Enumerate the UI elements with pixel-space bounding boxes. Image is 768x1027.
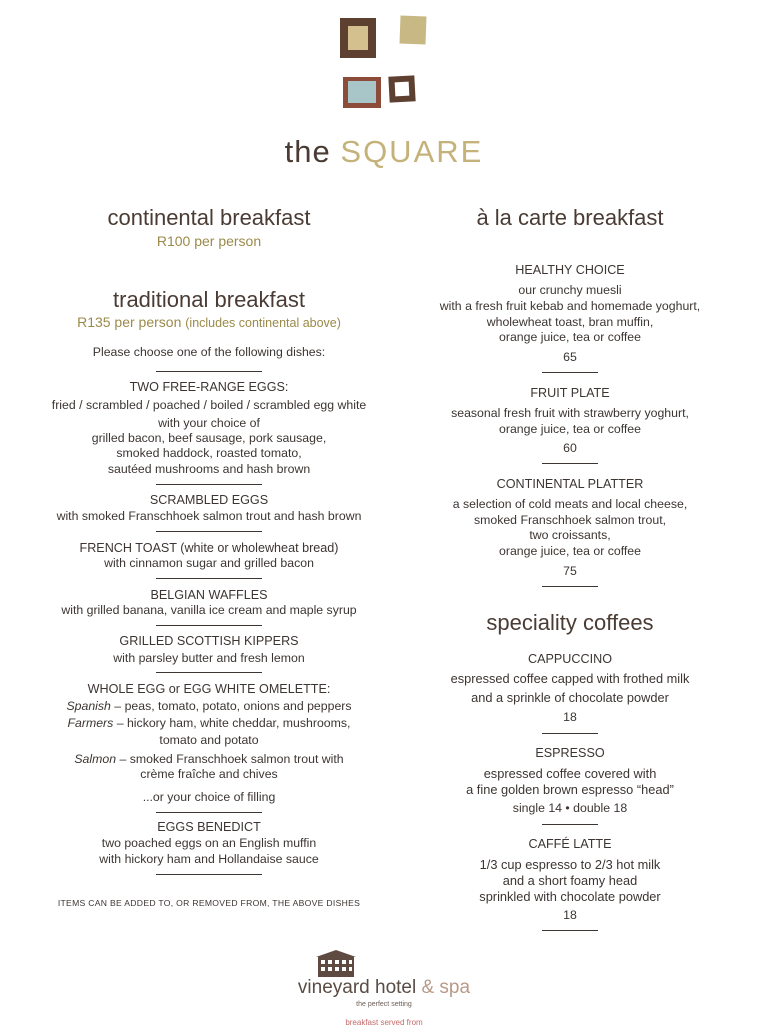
french-toast-desc: with cinnamon sugar and grilled bacon (104, 556, 314, 570)
cappuccino-title: CAPPUCCINO (528, 652, 612, 666)
espresso-price: single 14 • double 18 (512, 801, 628, 815)
divider (156, 371, 262, 372)
divider (542, 463, 598, 464)
omelette-salmon-cont: crème fraîche and chives (140, 767, 278, 781)
healthy-line-2: with a fresh fruit kebab and homemade yoghurt, (439, 299, 701, 313)
espresso-line-1: espressed coffee covered with (483, 766, 657, 781)
omelette-farmers-label: Farmers (67, 716, 114, 730)
brand-prefix: the (284, 134, 341, 169)
continental-price: R100 per person (156, 233, 262, 249)
eggs-line-3: grilled bacon, beef sausage, pork sausage, (91, 431, 327, 445)
omelette-spanish-desc: – peas, tomato, potato, onions and peppers (110, 699, 352, 713)
divider (542, 824, 598, 825)
omelette-farmers-cont: tomato and potato (159, 733, 259, 747)
traditional-price-note: (includes continental above) (185, 316, 341, 330)
omelette-farmers (0, 716, 418, 732)
fruit-title: FRUIT PLATE (530, 386, 610, 400)
divider (156, 874, 262, 875)
divider (156, 578, 262, 579)
omelette-choice: ...or your choice of filling (142, 790, 276, 804)
hotel-name (0, 977, 768, 999)
continental-title: continental breakfast (107, 205, 311, 230)
divider (156, 625, 262, 626)
the-square-logo (336, 14, 432, 110)
scrambled-title: SCRAMBLED EGGS (149, 493, 269, 507)
benedict-line-2: with hickory ham and Hollandaise sauce (99, 852, 319, 866)
eggs-line-4: smoked haddock, roasted tomato, (116, 446, 302, 460)
cappuccino-line-2: and a sprinkle of chocolate powder (471, 690, 669, 705)
cappuccino-line-1: espressed coffee capped with frothed milk (450, 671, 690, 686)
brand-title (0, 134, 768, 170)
kippers-title: GRILLED SCOTTISH KIPPERS (119, 634, 299, 648)
divider (542, 733, 598, 734)
platter-price: 75 (563, 564, 577, 578)
logo-square-brown (340, 18, 376, 58)
omelette-spanish-label: Spanish (66, 699, 111, 713)
latte-line-2: and a short foamy head (502, 873, 638, 888)
waffles-title: BELGIAN WAFFLES (150, 588, 268, 602)
eggs-line-5: sautéed mushrooms and hash brown (107, 462, 311, 476)
divider (542, 586, 598, 587)
traditional-title: traditional breakfast (113, 287, 305, 312)
footer-serving-note: breakfast served from (345, 1018, 423, 1027)
omelette-salmon (0, 752, 418, 768)
coffees-title: speciality coffees (486, 610, 654, 635)
platter-line-4: orange juice, tea or coffee (499, 544, 641, 558)
alacarte-title: à la carte breakfast (476, 205, 664, 230)
logo-square-outline (388, 75, 415, 102)
traditional-price-value: R135 per person (77, 314, 182, 330)
choose-intro: Please choose one of the following dishes: (92, 345, 326, 359)
eggs-title: TWO FREE-RANGE EGGS: (129, 380, 289, 394)
benedict-title: EGGS BENEDICT (157, 820, 261, 834)
items-note: ITEMS CAN BE ADDED TO, OR REMOVED FROM, THE ABOVE DISHES (57, 898, 361, 908)
brand-highlight: SQUARE (340, 134, 484, 169)
french-toast-title: FRENCH TOAST (white or wholewheat bread) (79, 541, 339, 555)
latte-title: CAFFÉ LATTE (528, 837, 612, 851)
healthy-line-3: wholewheat toast, bran muffin, (486, 315, 654, 329)
espresso-title: ESPRESSO (535, 746, 605, 760)
healthy-line-4: orange juice, tea or coffee (499, 330, 641, 344)
healthy-line-1: our crunchy muesli (518, 283, 622, 297)
espresso-line-2: a fine golden brown espresso “head” (466, 782, 674, 797)
hotel-name-spa: & spa (421, 977, 471, 998)
traditional-price (0, 314, 418, 330)
divider (542, 930, 598, 931)
divider (156, 531, 262, 532)
hotel-building-icon (314, 950, 358, 978)
omelette-salmon-desc: – smoked Franschhoek salmon trout with (116, 752, 344, 766)
omelette-farmers-desc: – hickory ham, white cheddar, mushrooms, (113, 716, 351, 730)
fruit-price: 60 (563, 441, 577, 455)
omelette-salmon-label: Salmon (74, 752, 117, 766)
healthy-title: HEALTHY CHOICE (515, 263, 625, 277)
logo-square-teal (343, 77, 381, 108)
divider (156, 672, 262, 673)
latte-line-3: sprinkled with chocolate powder (479, 889, 661, 904)
eggs-line-2: with your choice of (158, 416, 260, 430)
eggs-line-1: fried / scrambled / poached / boiled / scrambled egg white (51, 398, 367, 412)
fruit-line-2: orange juice, tea or coffee (499, 422, 641, 436)
logo-square-gold (400, 16, 427, 45)
hotel-name-main: vineyard hotel (297, 977, 422, 998)
latte-line-1: 1/3 cup espresso to 2/3 hot milk (479, 857, 661, 872)
hotel-tagline: the perfect setting (356, 1001, 412, 1008)
benedict-line-1: two poached eggs on an English muffin (101, 836, 317, 850)
cappuccino-price: 18 (563, 710, 577, 724)
platter-title: CONTINENTAL PLATTER (496, 477, 644, 491)
divider (156, 484, 262, 485)
platter-line-3: two croissants, (529, 528, 611, 542)
latte-price: 18 (563, 908, 577, 922)
scrambled-desc: with smoked Franschhoek salmon trout and hash brown (56, 509, 362, 523)
kippers-desc: with parsley butter and fresh lemon (113, 651, 305, 665)
platter-line-2: smoked Franschhoek salmon trout, (473, 513, 667, 527)
divider (542, 372, 598, 373)
omelette-spanish (0, 699, 418, 715)
divider (156, 812, 262, 813)
omelette-title: WHOLE EGG or EGG WHITE OMELETTE: (87, 682, 331, 696)
fruit-line-1: seasonal fresh fruit with strawberry yoghurt, (451, 406, 689, 420)
waffles-desc: with grilled banana, vanilla ice cream and maple syrup (61, 603, 357, 617)
platter-line-1: a selection of cold meats and local cheese, (452, 497, 688, 511)
healthy-price: 65 (563, 350, 577, 364)
